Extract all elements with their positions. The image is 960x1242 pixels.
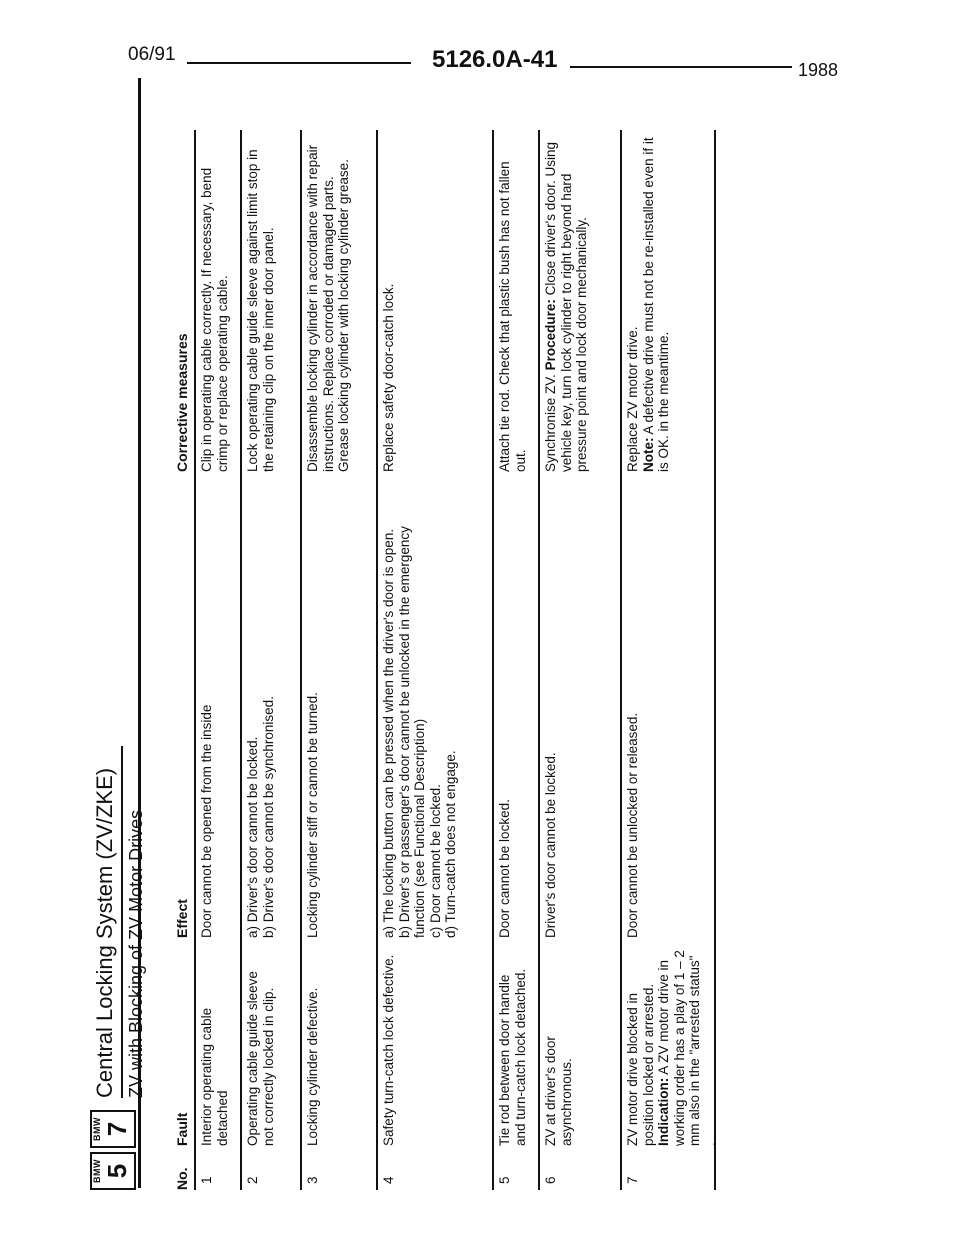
column-header-fault: Fault bbox=[174, 1112, 190, 1146]
effect-item: b) Driver's or passenger's door cannot be unlocked in the emergency function (see Functional Description) bbox=[396, 526, 427, 938]
measures-cell bbox=[622, 130, 714, 478]
measures-text: Replace ZV motor drive. bbox=[625, 326, 640, 472]
effect-cell: Driver's door cannot be locked. bbox=[543, 752, 558, 938]
effect-item: c) Door cannot be locked. bbox=[427, 784, 443, 938]
title-underline bbox=[121, 746, 123, 1098]
effect-cell: Door cannot be opened from the inside bbox=[199, 704, 214, 938]
bmw-5-logo bbox=[90, 1152, 136, 1190]
table-row bbox=[492, 130, 538, 1190]
effect-item: a) Driver's door cannot be locked. bbox=[245, 736, 260, 938]
fault-text: A ZV motor drive in working order has a play of 1 – 2 mm also in the "arrested status" . bbox=[656, 950, 718, 1146]
effect-cell bbox=[242, 478, 300, 944]
table-row bbox=[376, 130, 492, 1190]
column-header-measures: Corrective measures bbox=[174, 333, 190, 472]
measures-text: A defective drive must not be re-installed even if it is OK. in the meantime. bbox=[640, 137, 671, 472]
table-row bbox=[538, 130, 620, 1190]
effect-cell: Door cannot be unlocked or released. bbox=[625, 712, 640, 938]
header-year: 1988 bbox=[798, 60, 839, 80]
logo-brand: BMW bbox=[92, 1117, 102, 1141]
row-number: 1 bbox=[199, 1176, 214, 1184]
effect-item: b) Driver's door cannot be synchronised. bbox=[260, 696, 276, 938]
header-doc-number: 5126.0A-41 bbox=[432, 46, 558, 73]
column-header-effect: Effect bbox=[174, 899, 190, 938]
fault-cell: Tie rod between door handle and turn-catch lock detached. bbox=[497, 968, 528, 1146]
measures-cell: Disassemble locking cylinder in accordance with repair instructions. Replace corroded or damaged parts. Grease locking cylinder with locking cylinder grease. bbox=[305, 144, 351, 472]
fault-text: ZV motor drive blocked in position locked or arrested. bbox=[625, 983, 656, 1146]
row-number: 5 bbox=[497, 1176, 512, 1184]
table-row bbox=[620, 130, 716, 1190]
page-title: Central Locking System (ZV/ZKE) bbox=[92, 767, 117, 1098]
row-number: 4 bbox=[381, 1176, 396, 1184]
row-number: 7 bbox=[625, 1176, 640, 1184]
table-row bbox=[240, 130, 300, 1190]
fault-cell: Locking cylinder defective. bbox=[305, 987, 320, 1146]
effect-cell: Locking cylinder stiff or cannot be turned. bbox=[305, 692, 320, 938]
procedure-label: Procedure: bbox=[543, 299, 558, 371]
effect-cell bbox=[378, 478, 492, 944]
rotated-page-content bbox=[90, 90, 720, 1190]
effect-cell: Door cannot be locked. bbox=[497, 799, 512, 938]
effect-item: d) Turn-catch does not engage. bbox=[443, 750, 458, 938]
measures-cell: Clip in operating cable correctly. If necessary, bend crimp or replace operating cable. bbox=[199, 167, 230, 472]
measures-cell: Attach tie rod. Check that plastic bush has not fallen out. bbox=[497, 161, 528, 472]
indication-label: Indication: bbox=[656, 1077, 671, 1146]
fault-table bbox=[194, 130, 716, 1190]
logo-series: 7 bbox=[102, 1121, 132, 1137]
row-number: 2 bbox=[245, 1176, 260, 1184]
fault-cell bbox=[622, 944, 718, 1152]
fault-cell: ZV at driver's door asynchronous. bbox=[543, 1036, 574, 1146]
header-rule-right bbox=[570, 66, 792, 68]
note-label: Note: bbox=[640, 437, 656, 472]
header-rule-left bbox=[187, 62, 411, 64]
row-number: 3 bbox=[305, 1176, 320, 1184]
table-row bbox=[300, 130, 376, 1190]
logo-series: 5 bbox=[102, 1163, 132, 1179]
logo-brand: BMW bbox=[92, 1159, 102, 1183]
fault-cell: Interior operating cable detached bbox=[199, 1007, 230, 1146]
row-number: 6 bbox=[543, 1176, 558, 1184]
column-header-no: No. bbox=[174, 1167, 190, 1190]
effect-item: a) The locking button can be pressed when the driver's door is open. bbox=[381, 528, 396, 938]
measures-text: Synchronise ZV. bbox=[543, 374, 558, 472]
fault-cell: Operating cable guide sleeve not correctly locked in clip. bbox=[245, 971, 276, 1146]
fault-cell: Safety turn-catch lock defective. bbox=[381, 954, 396, 1146]
measures-text: Close driver's door. Using vehicle key, turn lock cylinder to right beyond hard pressure point and lock door mechanically. bbox=[543, 141, 589, 472]
measures-cell: Lock operating cable guide sleeve against limit stop in the retaining clip on the inner door panel. bbox=[245, 149, 276, 472]
measures-cell: Replace safety door-catch lock. bbox=[381, 283, 396, 472]
table-row bbox=[194, 130, 240, 1190]
header-date: 06/91 bbox=[128, 44, 176, 65]
bmw-7-logo bbox=[90, 1110, 136, 1148]
page-subtitle: ZV with Blocking of ZV Motor Drives bbox=[126, 809, 146, 1098]
model-logos bbox=[90, 1110, 136, 1190]
measures-cell bbox=[540, 130, 620, 478]
